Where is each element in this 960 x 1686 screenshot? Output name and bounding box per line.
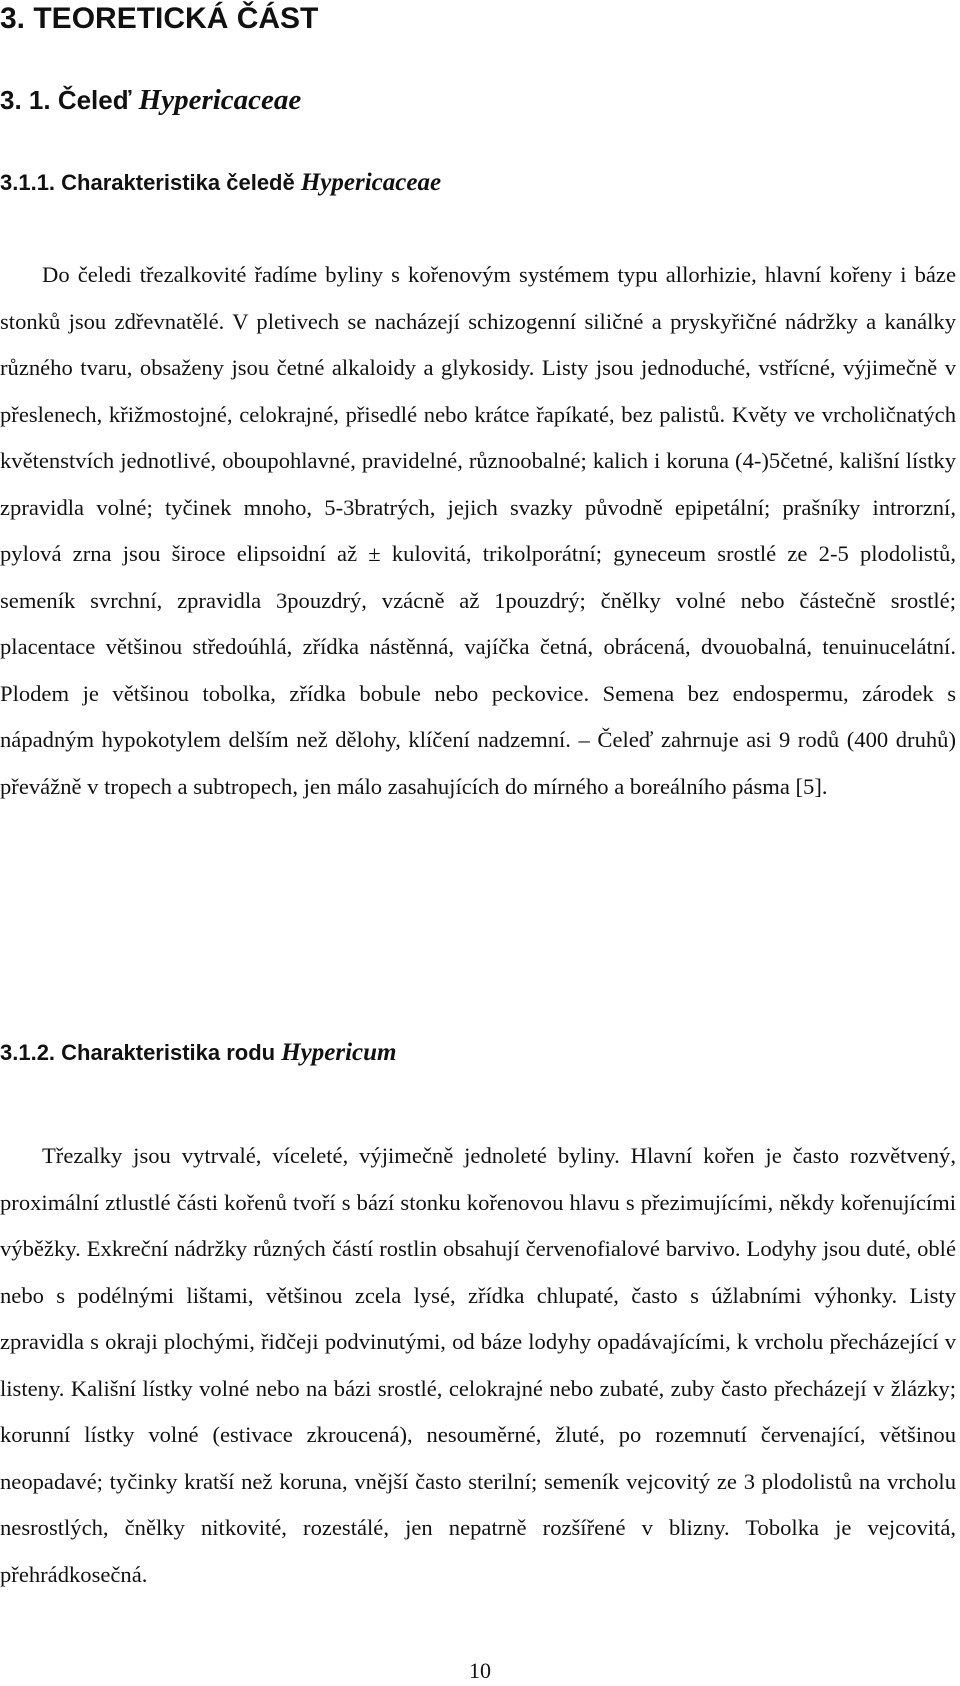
page-number: 10 (469, 1658, 491, 1683)
family-heading-taxon: Hypericaceae (138, 84, 302, 116)
genus-characteristics-prefix: 3.1.2. Charakteristika rodu (0, 1040, 282, 1065)
family-characteristics-heading (0, 169, 441, 197)
family-heading-prefix: 3. 1. Čeleď (0, 85, 139, 115)
genus-characteristics-taxon: Hypericum (281, 1039, 397, 1066)
family-description-paragraph: Do čeledi třezalkovité řadíme byliny s kořenovým systémem typu allorhizie, hlavní kořeny i báze stonků jsou zdřevnatělé. V pletivech se nacházejí schizogenní siličné a pryskyřičné nádržky a kanálky různého tvaru, obsaženy jsou četné alkaloidy a glykosidy. Listy jsou jednoduché, vstřícné, výjimečně v přeslenech, křižmostojné, celokrajné, přisedlé nebo krátce řapíkaté, bez palistů. Květy ve vrcholičnatých květenstvích jednotlivé, oboupohlavné, pravidelné, různoobalné; kalich i koruna (4-)5četné, kališní lístky zpravidla volné; tyčinek mnoho, 5-3bratrých, jejich svazky původně epipetální; prašníky introrzní, pylová zrna jsou široce elipsoidní až ± kulovitá, trikolporátní; gyneceum srostlé ze 2-5 plodolistů, semeník svrchní, zpravidla 3pouzdrý, vzácně až 1pouzdrý; čnělky volné nebo částečně srostlé; placentace většinou středoúhlá, zřídka nástěnná, vajíčka četná, obrácená, dvouobalná, tenuinucelátní. Plodem je většinou tobolka, zřídka bobule nebo peckovice. Semena bez endospermu, zárodek s nápadným hypokotylem delším než dělohy, klíčení nadzemní. – Čeleď zahrnuje asi 9 rodů (400 druhů) převážně v tropech a subtropech, jen málo zasahujících do mírného a boreálního pásma [5]. (0, 262, 956, 799)
family-characteristics-prefix: 3.1.1. Charakteristika čeledě (0, 170, 301, 195)
family-characteristics-taxon: Hypericaceae (300, 169, 442, 196)
genus-description-paragraph: Třezalky jsou vytrvalé, víceleté, výjimečně jednoleté byliny. Hlavní kořen je často rozvětvený, proximální ztlustlé části kořenů tvoří s bází stonku kořenovou hlavu s přezimujícími, někdy kořenujícími výběžky. Exkreční nádržky různých částí rostlin obsahují červenofialové barvivo. Lodyhy jsou duté, oblé nebo s podélnými lištami, většinou zcela lysé, zřídka chlupaté, často s úžlabními výhonky. Listy zpravidla s okraji plochými, řidčeji podvinutými, od báze lodyhy opadávajícími, k vrcholu přecházející v listeny. Kališní lístky volné nebo na bázi srostlé, celokrajné nebo zubaté, zuby často přecházejí v žlázky; korunní lístky volné (estivace zkroucená), nesouměrné, žluté, po rozemnutí červenající, většinou neopadavé; tyčinky kratší než koruna, vnější často sterilní; semeník vejcovitý ze 3 plodolistů na vrcholu nesrostlých, čnělky nitkovité, rozestálé, jen nepatrně rozšířené v blizny. Tobolka je vejcovitá, přehrádkosečná. (0, 1143, 956, 1587)
family-section-heading (0, 84, 301, 117)
chapter-heading: 3. TEORETICKÁ ČÁST (0, 2, 319, 35)
genus-characteristics-heading (0, 1039, 397, 1067)
